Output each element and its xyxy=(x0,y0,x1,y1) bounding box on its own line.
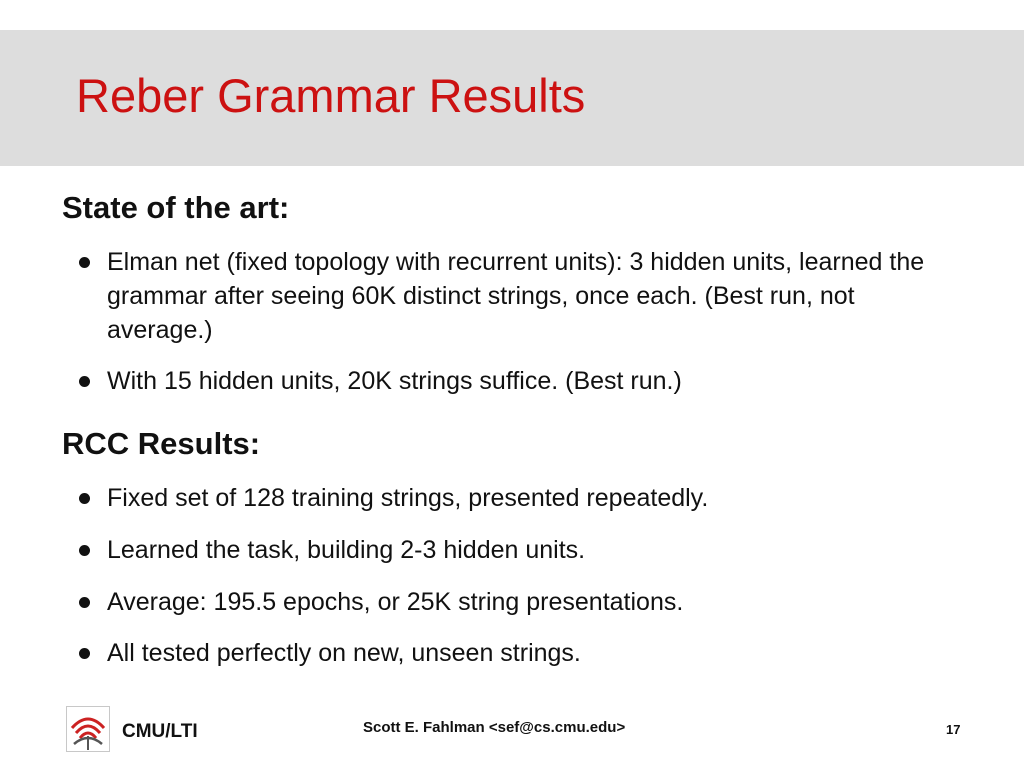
bullet-dot-icon xyxy=(79,493,90,504)
bullet-dot-icon xyxy=(79,545,90,556)
bullet-text: All tested perfectly on new, unseen strings. xyxy=(107,639,581,667)
section-heading-rcc-results: RCC Results: xyxy=(62,426,261,461)
bullet-dot-icon xyxy=(79,597,90,608)
bullet-text: Learned the task, building 2-3 hidden units. xyxy=(107,536,586,564)
cmu-lti-logo-icon xyxy=(66,706,110,752)
bullet-text: Fixed set of 128 training strings, presented repeatedly. xyxy=(107,484,709,512)
bullet-dot-icon xyxy=(79,648,90,659)
list-item xyxy=(79,636,959,670)
bullet-dot-icon xyxy=(79,257,90,268)
list-item xyxy=(79,585,959,619)
bullet-text: Elman net (fixed topology with recurrent units): 3 hidden units, learned the grammar after seeing 60K distinct strings, once each. (Best run, not average.) xyxy=(107,248,925,344)
page-number: 17 xyxy=(946,722,961,737)
bullet-dot-icon xyxy=(79,376,90,387)
footer-org-name: CMU/LTI xyxy=(122,721,198,742)
list-item xyxy=(79,245,959,347)
bullet-text: Average: 195.5 epochs, or 25K string presentations. xyxy=(107,588,684,616)
slide-title: Reber Grammar Results xyxy=(76,69,586,122)
list-item xyxy=(79,364,959,398)
section-heading-state-of-the-art: State of the art: xyxy=(62,190,290,225)
bullet-text: With 15 hidden units, 20K strings suffice. (Best run.) xyxy=(107,367,682,395)
list-item xyxy=(79,533,959,567)
footer-author: Scott E. Fahlman <sef@cs.cmu.edu> xyxy=(363,719,626,736)
list-item xyxy=(79,481,959,515)
